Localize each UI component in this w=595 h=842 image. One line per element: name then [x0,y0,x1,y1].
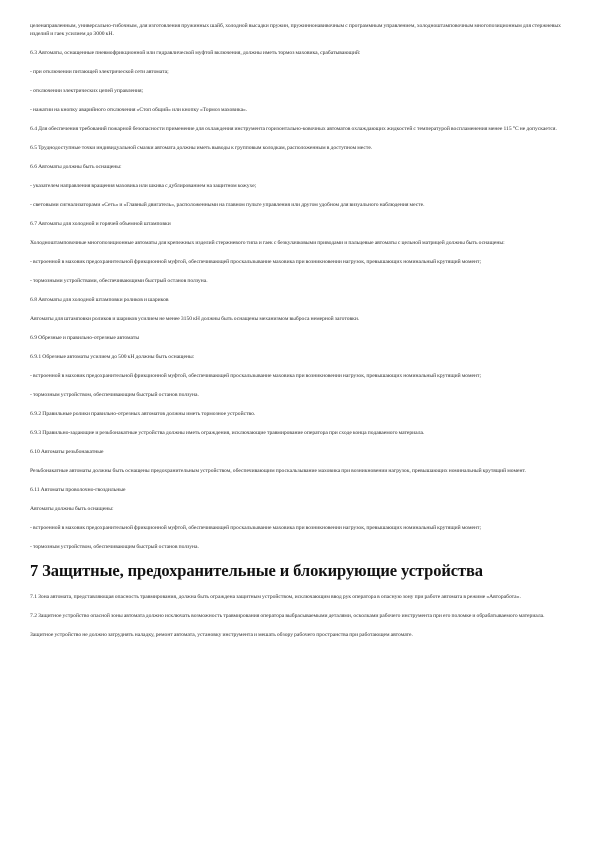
list-item: - нажатии на кнопку аварийного отключения «Стоп общий» или кнопку «Тормоз маховика». [30,107,248,114]
list-item: - встроенной в маховик предохранительной фрикционной муфтой, обеспечивающей проскальзывание маховика при возникновении нагрузок, превышающих номинальный крутящий момент; [30,259,481,266]
subsection-title: 6.7 Автоматы для холодной и горячей объемной штамповки [30,221,171,228]
subsection-title: 6.11 Автоматы проволочно-гвоздильные [30,487,126,494]
paragraph: 7.1 Зона автомата, представляющая опасность травмирования, должна быть ограждена защитным устройством, исключающим ввод рук оператора в опасную зону при работе автомата в режиме «Авторабота». [30,593,521,600]
paragraph: Защитное устройство не должно затруднять наладку, ремонт автомата, установку инструмента и мешать обзору рабочего пространства при работающем автомате. [30,631,413,638]
subsection-title: 6.9 Обрезные и правильно-отрезные автоматы [30,335,140,342]
list-item: - встроенной в маховик предохранительной фрикционной муфтой, обеспечивающей проскальзывание маховика при возникновении нагрузок, превышающих номинальный крутящий момент; [30,373,481,380]
paragraph: 6.9.1 Обрезные автоматы усилием до 500 кН должны быть оснащены: [30,354,195,361]
paragraph: Автоматы должны быть оснащены: [30,506,114,513]
paragraph: целенаправленным, универсально-гибочным, для изготовления пружинных шайб, холодной высадки пружин, пружиннонавивочным с программным управлением, холодноштамповочным многопозиционным для стержневых изделий и гаек усилием до 3000 кН. [30,23,561,38]
paragraph: 6.4 Для обеспечения требований пожарной безопасности применение для охлаждения инструмента горизонтально-ковочных автоматов охлаждающих жидкостей с температурой воспламенения менее 115 °С не допускается. [30,126,557,133]
paragraph: 6.3 Автоматы, оснащенные пневмофрикционной или гидравлической муфтой включения, должны иметь тормоз маховика, срабатывающий: [30,50,361,57]
document-page [30,22,568,650]
paragraph: Резьбонакатные автоматы должны быть оснащены предохранительным устройством, обеспечивающим проскальзывание маховика при возникновении нагрузок, превышающих номинальный крутящий момент. [30,468,526,475]
paragraph: Автоматы для штамповки роликов и шариков усилием не менее 3150 кН должны быть оснащены механизмом выброса немерной заготовки. [30,316,360,323]
paragraph: 6.9.2 Правильные ролики правильно-отрезных автоматов должны иметь тормозное устройство. [30,411,256,418]
list-item: - тормозными устройствами, обеспечивающими быстрый останов ползуна. [30,278,208,285]
paragraph: 6.9.3 Правильно-задающие и резьбонакатные устройства должны иметь ограждения, исключающие травмирование оператора при сходе конца подаваемого материала. [30,430,425,437]
paragraph: 6.5 Труднодоступные точки индивидуальной смазки автомата должны иметь выводы к групповым колодкам, расположенным в доступном месте. [30,145,373,152]
section-heading: 7 Защитные, предохранительные и блокирующие устройства [30,560,483,580]
list-item: - тормозным устройством, обеспечивающим быстрый останов ползуна. [30,544,199,551]
list-item: - световыми сигнализаторами «Сеть» и «Главный двигатель», расположенными на главном пульте управления или другом удобном для визуального наблюдения месте. [30,202,425,209]
list-item: - при отключении питающей электрической сети автомата; [30,69,169,76]
list-item: - указателем направления вращения маховика или шкива с дублированием на защитном кожухе; [30,183,257,190]
paragraph: 7.2 Защитное устройство опасной зоны автомата должно исключать возможность травмирования оператора выбрасываемыми деталями, осколками рабочего инструмента при его поломке и обрабатываемого материала. [30,612,545,619]
list-item: - встроенной в маховик предохранительной фрикционной муфтой, обеспечивающей проскальзывание маховика при возникновении нагрузок, превышающих номинальный крутящий момент; [30,525,481,532]
paragraph: Холодноштамповочные многопозиционные автоматы для крепежных изделий стержневого типа и гаек с безкулачковыми приводами и пальцевые автоматы с цельной матрицей должны быть оснащены: [30,240,505,247]
paragraph: 6.6 Автоматы должны быть оснащены: [30,164,122,171]
subsection-title: 6.10 Автоматы резьбонакатные [30,449,104,456]
list-item: - тормозным устройством, обеспечивающим быстрый останов ползуна. [30,392,199,399]
subsection-title: 6.8 Автоматы для холодной штамповки роликов и шариков [30,297,169,304]
list-item: - отключении электрических цепей управления; [30,88,144,95]
